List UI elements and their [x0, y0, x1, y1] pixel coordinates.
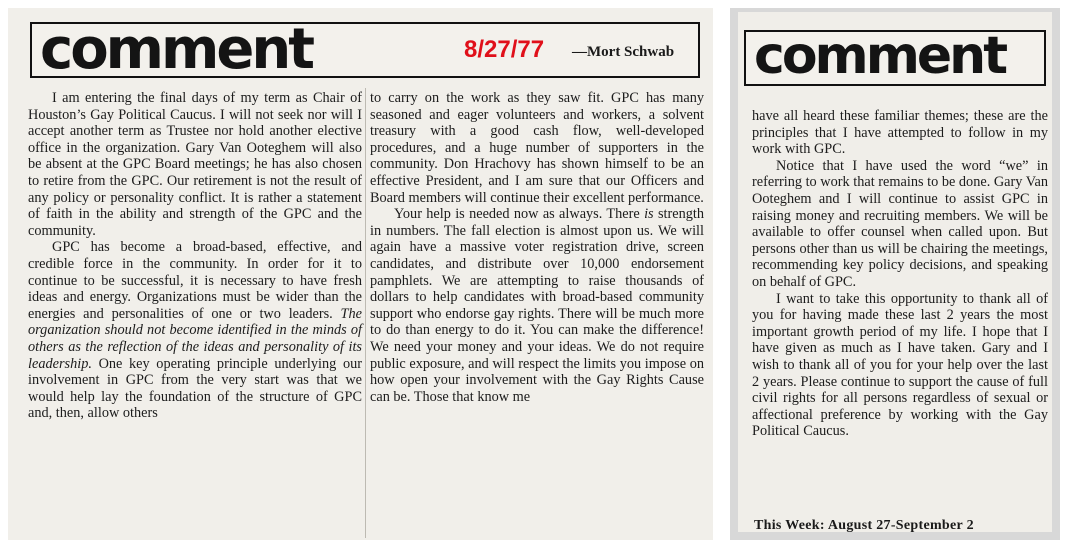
paragraph: I am entering the final days of my term as Chair of Houston’s Gay Political Caucus. I will not seek nor will I accept another term as Trustee nor hold another elective office in the organization. Gary Van Ooteghem will also be absent at the GPC Board meetings; he has also chosen to retire from the GPC. Our retirement is not the result of any policy or personality conflict. It is rather a statement of faith in the ability and strength of the GPC and the community.	[28, 90, 362, 239]
date-annotation: 8/27/77	[464, 36, 545, 63]
paragraph: Notice that I have used the word “we” in referring to work that remains to be done. Gary Van Ooteghem and I will continue to assist GPC in raising money and recruiting members. We will be available to offer counsel when called upon. But persons other than us will be chairing the meetings, recommending key policy decisions, and speaking on behalf of GPC.	[752, 157, 1048, 290]
banner-title: comment	[754, 26, 1006, 86]
banner-title: comment	[40, 17, 312, 82]
right-clipping	[730, 8, 1060, 540]
comment-banner	[30, 17, 700, 82]
italic-text: is	[644, 206, 654, 223]
article-column-1	[28, 90, 362, 422]
paragraph: I want to take this opportunity to thank all of you for having made these last 2 years the most important growth period of my life. I hope that I have given as much as I have taken. Gary and I wish to thank all of you for your help over the last 2 years. Please continue to support the cause of full civil rights for all persons regardless of sexual or affectional preference by working with the Gay Political Caucus.	[752, 290, 1048, 440]
paragraph	[370, 206, 704, 405]
left-clipping	[8, 8, 713, 540]
comment-banner-small	[744, 26, 1046, 86]
text-run: GPC has become a broad-based, effective, and credible force in the community. In order for it to continue to be successful, it is necessary to have fresh ideas and energy. Organizations must be wider than the energies and personalities of one or two leaders.	[28, 239, 362, 322]
paragraph: have all heard these familiar themes; these are the principles that I have attempted to follow in my work with GPC.	[752, 108, 1048, 158]
paragraph: to carry on the work as they saw fit. GPC has many seasoned and eager volunteers and workers, a solvent treasury with a good cash flow, well-developed procedures, and a huge number of supporters in the community. Don Hrachovy has shown himself to be an effective President, and I am sure that our Officers and Board members will continue their excellent performance.	[370, 90, 704, 206]
article-column-2	[370, 90, 704, 405]
issue-footer: This Week: August 27-September 2	[754, 518, 974, 533]
text-run: strength in numbers. The fall election is almost upon us. We will again have a massive voter registration drive, screen candidates, and distribute over 10,000 endorsement pamphlets. We are attempting to raise thousands of dollars to help candidates with broad-based community support who endorse gay rights. There will be much more to do than energy to do it. You can make the difference! We need your money and your ideas. We do not require public exposure, and will respect the limits you impose on how open your involvement with the Gay Rights Cause can be. Those that know me	[370, 206, 704, 405]
text-run: One key operating principle underlying our involvement in GPC from the very start was that we would help lay the foundation of the structure of GPC and, then, allow others	[28, 355, 363, 422]
byline: —Mort Schwab	[572, 44, 675, 60]
paragraph	[28, 239, 362, 422]
italic-text: The organization should not become identified in the minds of others as the reflection of the ideas and personality of its leadership.	[28, 305, 362, 372]
column-divider	[365, 88, 366, 538]
text-run: Your help is needed now as always. There	[394, 206, 640, 223]
article-column-3	[752, 108, 1048, 440]
